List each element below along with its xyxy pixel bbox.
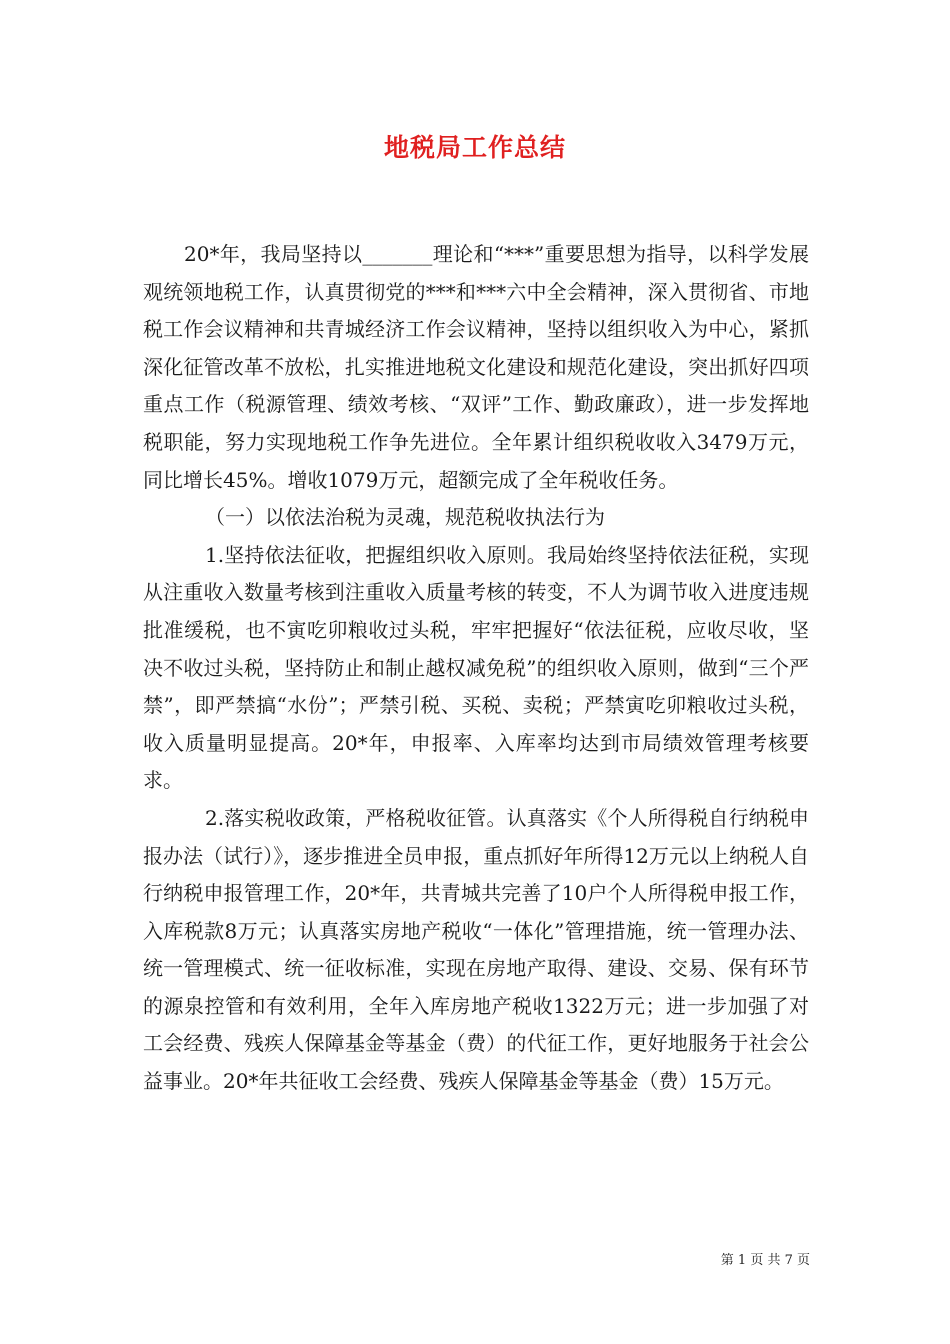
document-body <box>143 236 809 1101</box>
section-heading: （一）以依法治税为灵魂，规范税收执法行为 <box>205 505 605 530</box>
item-paragraph-1: 1.坚持依法征收，把握组织收入原则。我局始终坚持依法征税，实现从注重收入数量考核到注重收入质量考核的转变，不人为调节收入进度违规批准缓税，也不寅吃卯粮收过头税，牢牢把握好“依法征税，应收尽收，坚决不收过头税，坚持防止和制止越权减免税”的组织收入原则，做到“三个严禁”，即严禁搞“水份”；严禁引税、买税、卖税；严禁寅吃卯粮收过头税，收入质量明显提高。20*年，申报率、入库率均达到市局绩效管理考核要求。 <box>143 542 809 793</box>
page-number: 第 1 页 共 7 页 <box>720 1253 810 1268</box>
intro-paragraph: 20*年，我局坚持以_______理论和“***”重要思想为指导，以科学发展观统领地税工作，认真贯彻党的***和***六中全会精神，深入贯彻省、市地税工作会议精神和共青城经济工作会议精神，坚持以组织收入为中心，紧抓深化征管改革不放松，扎实推进地税文化建设和规范化建设，突出抓好四项重点工作（税源管理、绩效考核、“双评”工作、勤政廉政），进一步发挥地税职能，努力实现地税工作争先进位。全年累计组织税收收入3479万元，同比增长45%。增收1079万元，超额完成了全年税收任务。 <box>143 242 809 492</box>
item-paragraph-2: 2.落实税收政策，严格税收征管。认真落实《个人所得税自行纳税申报办法（试行）》，逐步推进全员申报，重点抓好年所得12万元以上纳税人自行纳税申报管理工作，20*年，共青城共完善了10户个人所得税申报工作，入库税款8万元；认真落实房地产税收“一体化”管理措施，统一管理办法、统一管理模式、统一征收标准，实现在房地产取得、建设、交易、保有环节的源泉控管和有效利用，全年入库房地产税收1322万元；进一步加强了对工会经费、残疾人保障基金等基金（费）的代征工作，更好地服务于社会公益事业。20*年共征收工会经费、残疾人保障基金等基金（费）15万元。 <box>143 805 809 1094</box>
document-title: 地税局工作总结 <box>383 133 566 162</box>
